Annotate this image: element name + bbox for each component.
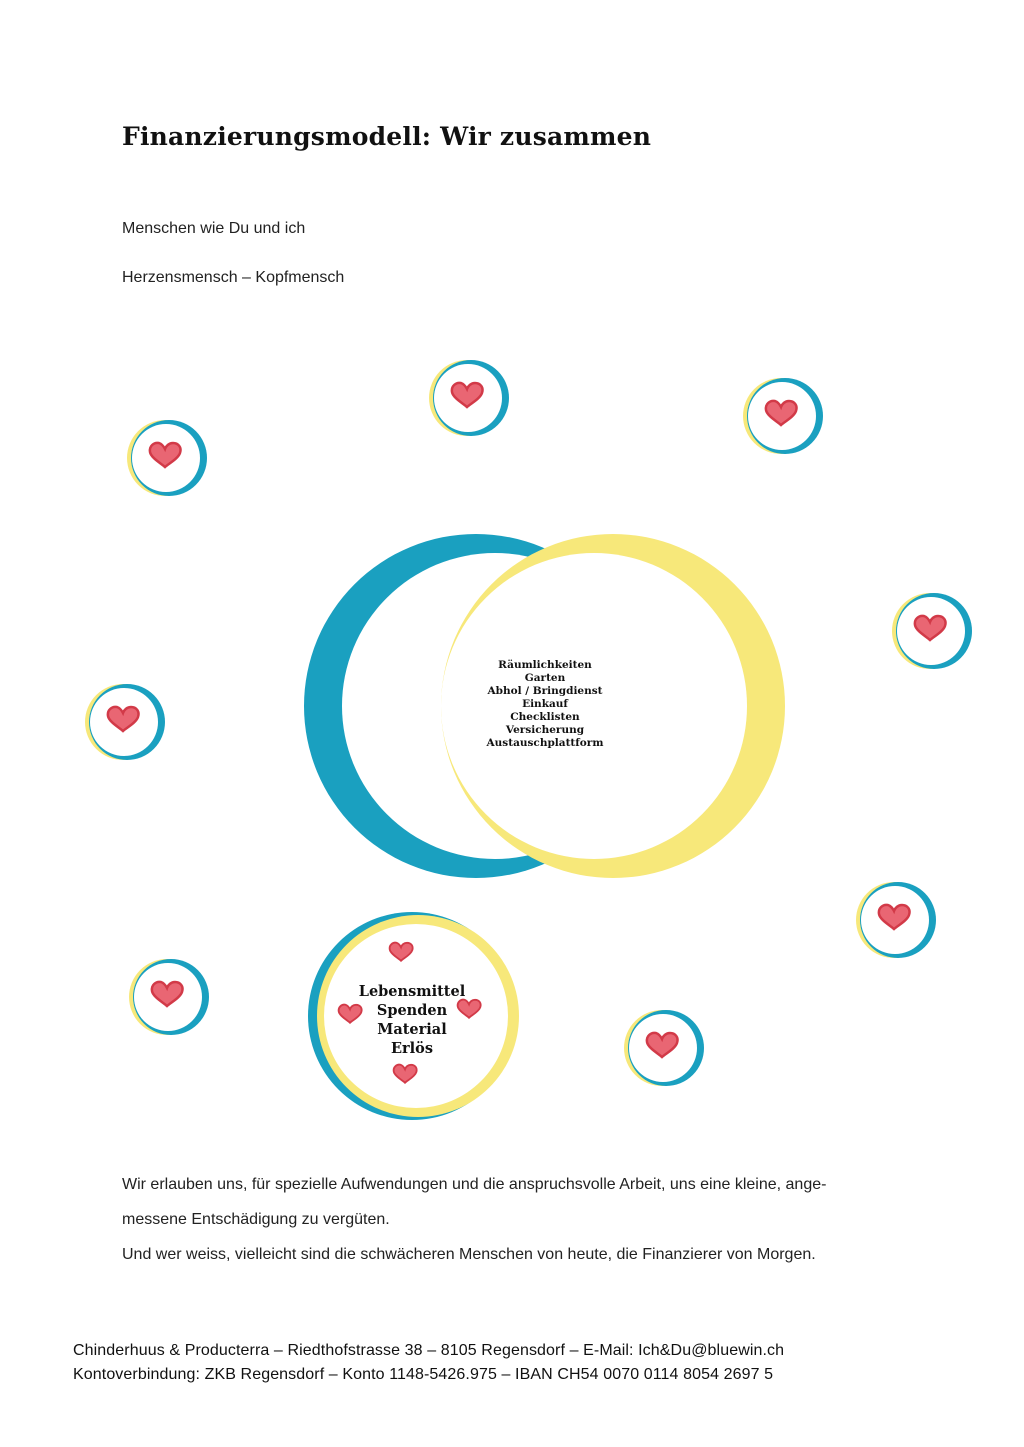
heart-bubble xyxy=(624,1010,704,1086)
venn-item-rooms: Räumlichkeiten xyxy=(498,659,592,671)
venn-diagram xyxy=(304,534,785,878)
venn-item-exchange-platform: Austauschplattform xyxy=(486,737,604,749)
resource-item-food: Lebensmittel xyxy=(358,983,466,1000)
heart-bubble xyxy=(892,593,972,669)
heart-bubble xyxy=(429,360,509,436)
venn-item-insurance: Versicherung xyxy=(505,724,585,736)
financing-model-graphic xyxy=(0,340,1024,1130)
heart-bubble xyxy=(129,959,209,1035)
resource-item-proceeds: Erlös xyxy=(390,1040,434,1057)
heart-bubble xyxy=(85,684,165,760)
closing-text-line: Wir erlauben uns, für spezielle Aufwendungen und die anspruchsvolle Arbeit, uns eine kleine, ange- xyxy=(122,1176,827,1193)
closing-text-line: Und wer weiss, vielleicht sind die schwächeren Menschen von heute, die Finanzierer von Morgen. xyxy=(122,1246,816,1263)
venn-item-checklists: Checklisten xyxy=(510,711,580,723)
closing-text-line: messene Entschädigung zu vergüten. xyxy=(122,1211,390,1228)
heart-bubble xyxy=(743,378,823,454)
heart-bubble xyxy=(127,420,207,496)
venn-item-pickup-service: Abhol / Bringdienst xyxy=(487,685,603,697)
footer-address: Chinderhuus & Producterra – Riedthofstrasse 38 – 8105 Regensdorf – E-Mail: Ich&Du@bluewin.ch xyxy=(73,1342,785,1359)
intro-line-heart-head: Herzensmensch – Kopfmensch xyxy=(122,269,345,286)
venn-item-garden: Garten xyxy=(524,672,566,684)
heart-bubble xyxy=(856,882,936,958)
page-title: Finanzierungsmodell: Wir zusammen xyxy=(122,122,652,151)
intro-line-people: Menschen wie Du und ich xyxy=(122,220,306,237)
venn-ring-yellow xyxy=(441,534,785,878)
venn-item-shopping: Einkauf xyxy=(522,698,568,710)
resource-item-material: Material xyxy=(377,1021,447,1038)
resource-item-donations: Spenden xyxy=(376,1002,448,1019)
resources-circle xyxy=(308,912,519,1120)
footer-bank-details: Kontoverbindung: ZKB Regensdorf – Konto 1148-5426.975 – IBAN CH54 0070 0114 8054 2697 5 xyxy=(73,1366,774,1383)
